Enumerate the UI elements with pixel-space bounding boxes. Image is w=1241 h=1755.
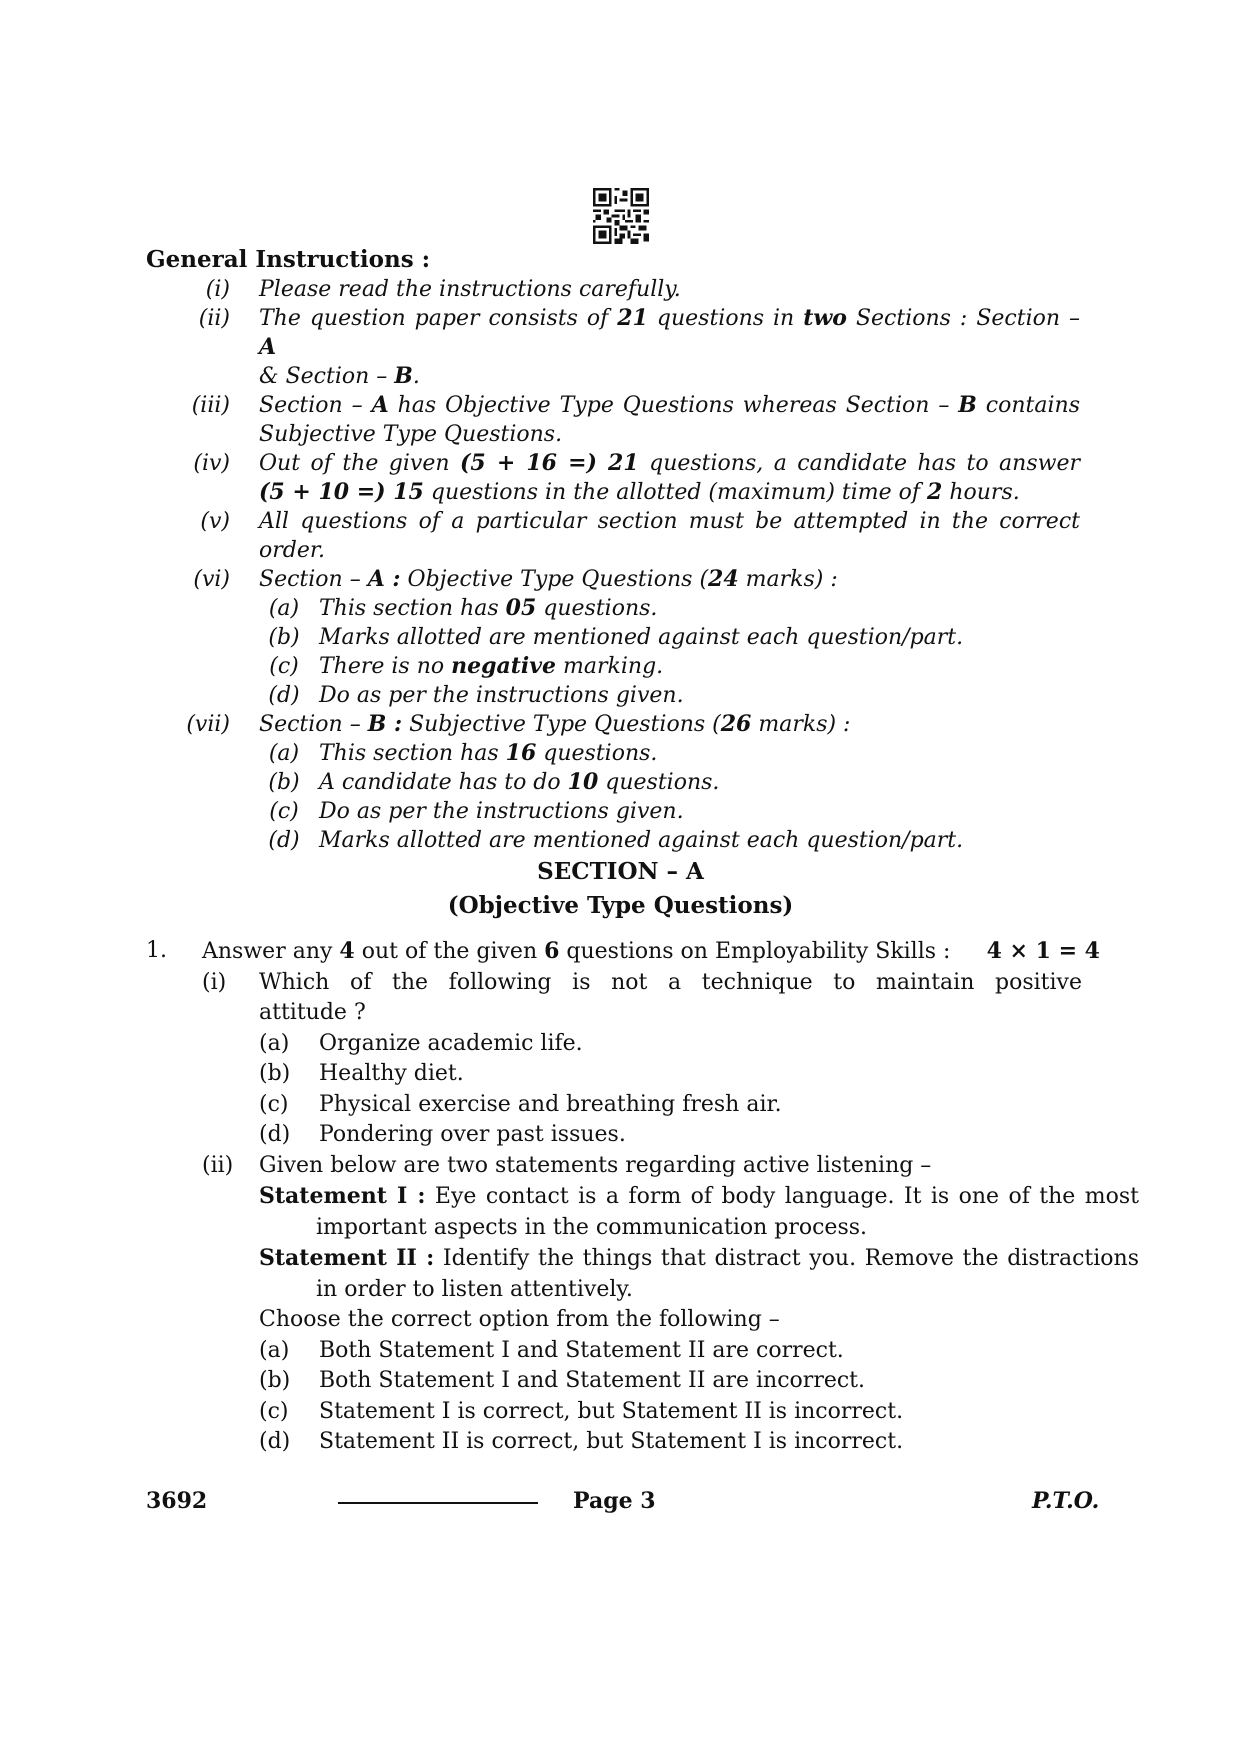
sub-instruction: (b) A candidate has to do 10 questions.	[268, 769, 720, 795]
instruction-item: (v) All questions of a particular section must be attempted in the correct order.	[146, 507, 1080, 565]
question-number: 1.	[146, 938, 167, 963]
sub-instruction: (a) This section has 16 questions.	[268, 740, 658, 766]
instruction-item: (iii) Section – A has Objective Type Questions whereas Section – B contains Subjective Type Questions.	[146, 391, 1080, 449]
page-number: Page 3	[573, 1488, 656, 1514]
instruction-number: (ii)	[198, 306, 230, 331]
instruction-item: (ii) The question paper consists of 21 questions in two Sections : Section – A & Section – B.	[146, 304, 1080, 391]
instruction-number: (v)	[200, 509, 230, 534]
option: (c) Physical exercise and breathing fresh air.	[259, 1091, 782, 1117]
instructions-list	[146, 275, 1080, 855]
question-part-i: (i) Which of the following is not a technique to maintain positive attitude ?	[202, 969, 1082, 1025]
option: (c) Statement I is correct, but Statement II is incorrect.	[259, 1398, 904, 1424]
question-1	[146, 936, 1139, 1458]
instruction-number: (vii)	[186, 712, 230, 737]
sub-instruction: (a) This section has 05 questions.	[268, 595, 658, 621]
choose-instruction: Choose the correct option from the following –	[259, 1307, 780, 1332]
option: (a) Both Statement I and Statement II are correct.	[259, 1337, 844, 1363]
instruction-text: Please read the instructions carefully.	[259, 277, 681, 302]
sub-instruction: (c) There is no negative marking.	[269, 653, 664, 679]
pto-label: P.T.O.	[1032, 1488, 1100, 1514]
sub-instruction: (d) Marks allotted are mentioned against each question/part.	[268, 828, 964, 853]
marks-label: 4 × 1 = 4	[986, 938, 1100, 964]
section-title: SECTION – A	[537, 858, 704, 885]
statement-1: Statement I : Eye contact is a form of body language. It is one of the most important aspects in the communication process.	[259, 1183, 1139, 1240]
option: (d) Statement II is correct, but Statement I is incorrect.	[259, 1429, 904, 1454]
statement-2: Statement II : Identify the things that distract you. Remove the distractions in order to listen attentively.	[259, 1245, 1139, 1302]
option: (b) Both Statement I and Statement II are incorrect.	[259, 1368, 866, 1393]
instruction-item: (iv) Out of the given (5 + 16 =) 21 questions, a candidate has to answer (5 + 10 =) 15 questions in the allotted (maximum) time of 2 hours.	[146, 449, 1080, 507]
paper-code: 3692	[146, 1488, 208, 1514]
section-subtitle: (Objective Type Questions)	[447, 892, 794, 919]
instruction-item: (vi) Section – A : Objective Type Questions (24 marks) :	[146, 565, 1080, 594]
footer-divider	[338, 1502, 538, 1504]
instruction-item	[146, 275, 1080, 304]
instruction-number: (i)	[205, 277, 230, 302]
sub-instruction: (b) Marks allotted are mentioned against each question/part.	[268, 625, 964, 650]
instruction-number: (vi)	[193, 567, 230, 592]
option: (a) Organize academic life.	[259, 1030, 583, 1056]
question-text: Answer any 4 out of the given 6 questions on Employability Skills :	[202, 938, 951, 964]
instruction-item: (vii) Section – B : Subjective Type Questions (26 marks) :	[146, 710, 1080, 739]
option: (b) Healthy diet.	[259, 1061, 464, 1086]
question-part-ii: (ii) Given below are two statements regarding active listening –	[202, 1152, 932, 1178]
instruction-number: (iii)	[191, 393, 230, 418]
qr-code-icon	[593, 188, 649, 244]
option: (d) Pondering over past issues.	[259, 1122, 626, 1147]
instruction-number: (iv)	[193, 451, 230, 476]
sub-instruction: (d) Do as per the instructions given.	[268, 683, 684, 708]
general-instructions-title: General Instructions :	[146, 246, 431, 273]
sub-instruction: (c) Do as per the instructions given.	[269, 799, 684, 824]
